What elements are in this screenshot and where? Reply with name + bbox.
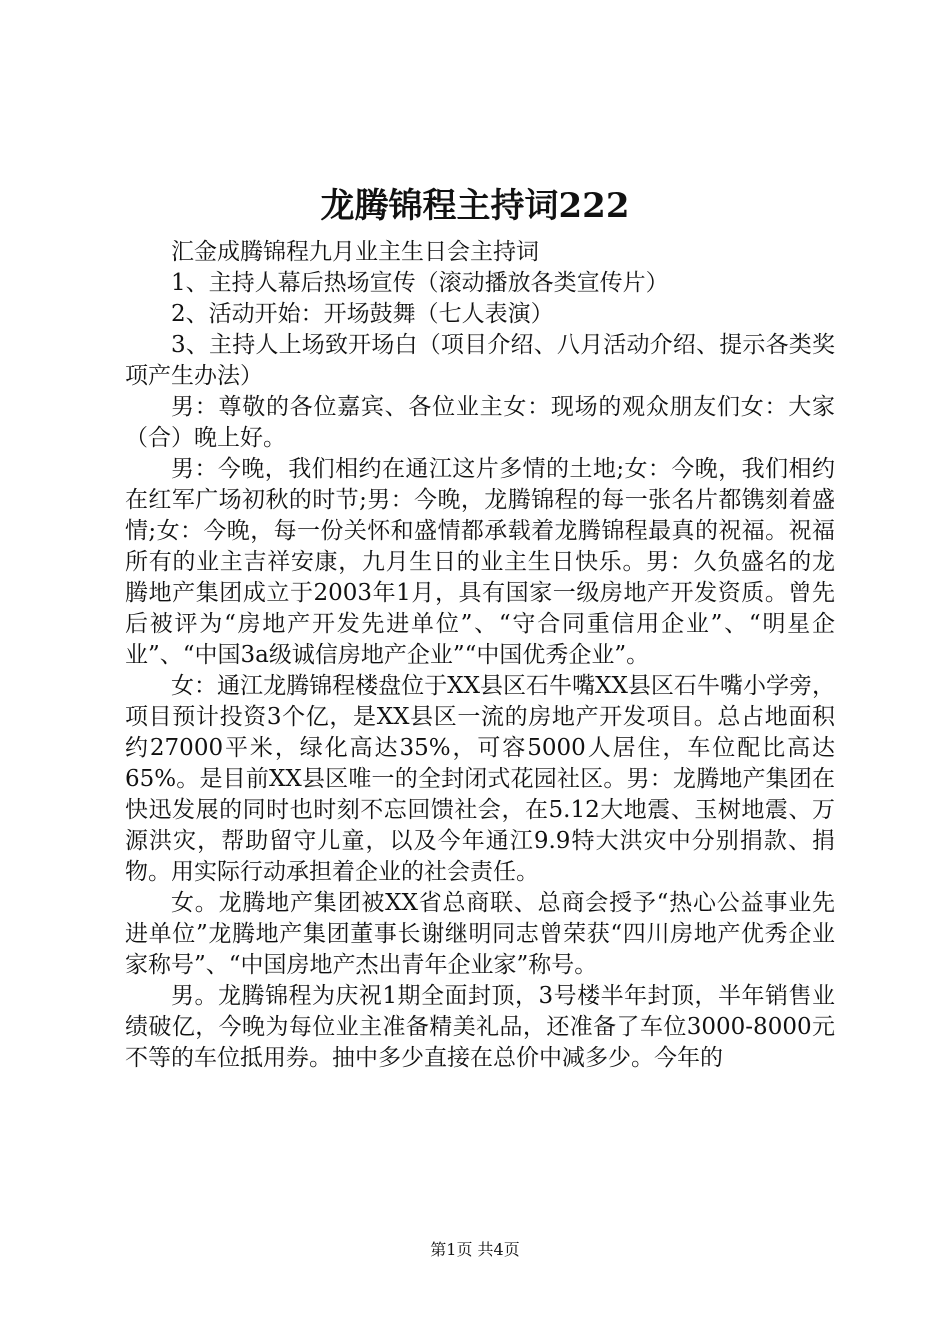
document-body xyxy=(125,237,835,1074)
paragraph: 1、主持人幕后热场宣传（滚动播放各类宣传片） xyxy=(171,270,669,296)
paragraph: 女。龙腾地产集团被XX省总商联、总商会授予“热心公益事业先进单位”龙腾地产集团董事长谢继明同志曾荣获“四川房地产优秀企业家称号”、“中国房地产杰出青年企业家”称号。 xyxy=(125,890,835,978)
paragraph: 汇金成腾锦程九月业主生日会主持词 xyxy=(171,239,539,265)
paragraph: 男。龙腾锦程为庆祝1期全面封顶，3号楼半年封顶，半年销售业绩破亿，今晚为每位业主准备精美礼品，还准备了车位3000-8000元不等的车位抵用券。抽中多少直接在总价中减多少。今年的 xyxy=(125,983,835,1071)
paragraph: 3、主持人上场致开场白（项目介绍、八月活动介绍、提示各类奖项产生办法） xyxy=(125,332,835,389)
paragraph: 男：今晚，我们相约在通江这片多情的土地;女：今晚，我们相约在红军广场初秋的时节;男：今晚，龙腾锦程的每一张名片都镌刻着盛情;女：今晚，每一份关怀和盛情都承载着龙腾锦程最真的祝福。祝福所有的业主吉祥安康，九月生日的业主生日快乐。男：久负盛名的龙腾地产集团成立于2003年1月，具有国家一级房地产开发资质。曾先后被评为“房地产开发先进单位”、“守合同重信用企业”、“明星企业”、“中国3a级诚信房地产企业”“中国优秀企业”。 xyxy=(125,456,835,668)
paragraph: 2、活动开始：开场鼓舞（七人表演） xyxy=(171,301,554,327)
paragraph: 男：尊敬的各位嘉宾、各位业主女：现场的观众朋友们女：大家（合）晚上好。 xyxy=(125,394,835,451)
document-title: 龙腾锦程主持词222 xyxy=(320,186,630,226)
paragraph: 女：通江龙腾锦程楼盘位于XX县区石牛嘴XX县区石牛嘴小学旁，项目预计投资3个亿，是XX县区一流的房地产开发项目。总占地面积约27000平米，绿化高达35%，可容5000人居住，车位配比高达65%。是目前XX县区唯一的全封闭式花园社区。男：龙腾地产集团在快迅发展的同时也时刻不忘回馈社会，在5.12大地震、玉树地震、万源洪灾，帮助留守儿童，以及今年通江9.9特大洪灾中分别捐款、捐物。用实际行动承担着企业的社会责任。 xyxy=(125,673,835,885)
page-number-footer: 第1页 共4页 xyxy=(430,1240,520,1259)
